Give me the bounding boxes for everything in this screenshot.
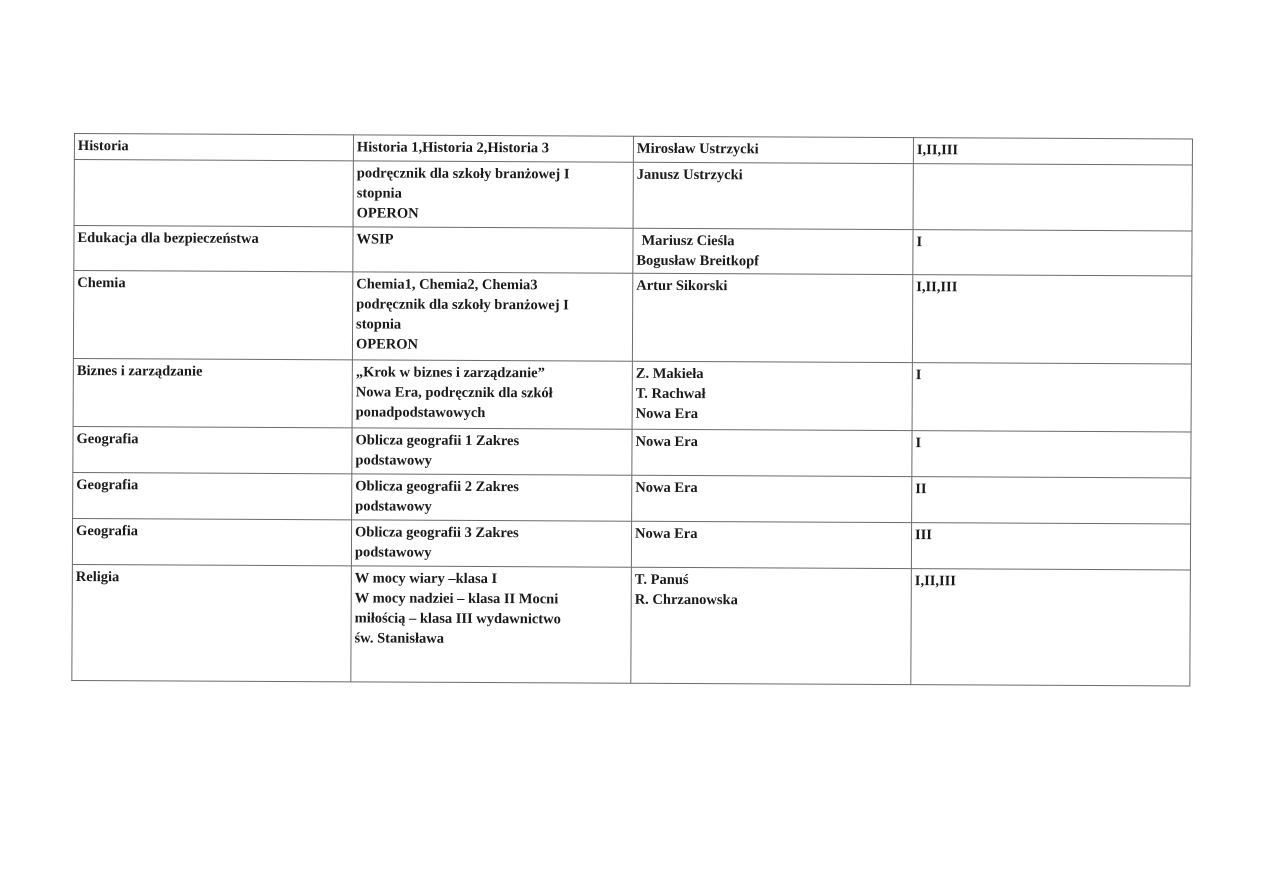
author-text: R. Chrzanowska <box>634 591 738 609</box>
subject-cell <box>72 564 352 681</box>
subject-cell <box>73 271 352 360</box>
textbook-text: podstawowy <box>355 452 432 469</box>
authors-cell <box>632 361 912 430</box>
table-row <box>73 358 1191 431</box>
classes-cell <box>912 431 1191 478</box>
subject-cell <box>74 160 353 227</box>
textbook-text: podręcznik dla szkoły branżowej I <box>356 296 569 314</box>
classes-cell <box>913 230 1192 276</box>
author-text: Nowa Era <box>635 405 699 423</box>
author-text: Nowa Era <box>635 433 698 451</box>
subject-cell <box>73 426 352 473</box>
classes-cell <box>912 477 1191 524</box>
author-text: Artur Sikorski <box>636 277 728 295</box>
author-text: Nowa Era <box>635 525 698 543</box>
table-row <box>73 426 1191 477</box>
textbook-text: Nowa Era, podręcznik dla szkół <box>355 384 553 402</box>
authors-cell <box>631 521 911 568</box>
table-row <box>73 271 1191 364</box>
subject-cell <box>74 226 353 272</box>
authors-cell <box>633 162 913 229</box>
textbook-text: W mocy wiary –klasa I <box>354 570 498 588</box>
authors-cell <box>631 567 912 684</box>
textbook-cell <box>351 566 632 683</box>
textbook-text: OPERON <box>355 336 419 353</box>
subject-text: Chemia <box>77 275 126 292</box>
textbook-cell <box>352 428 632 475</box>
subject-cell <box>74 134 353 161</box>
textbook-cell <box>351 520 631 567</box>
subject-text: Religia <box>75 569 120 586</box>
classes-cell <box>911 569 1191 686</box>
textbook-text: stopnia <box>356 185 402 202</box>
textbook-cell <box>353 135 633 162</box>
textbook-text: podręcznik dla szkoły branżowej I <box>356 165 570 183</box>
subject-text: Historia <box>77 138 129 155</box>
subject-text: Biznes i zarządzanie <box>76 363 203 380</box>
author-text: Mariusz Cieśla <box>641 232 735 250</box>
table-row <box>74 226 1192 276</box>
subject-cell <box>73 472 352 519</box>
author-text: Janusz Ustrzycki <box>636 166 743 184</box>
textbook-text: „Krok w biznes i zarządzanie” <box>355 364 545 382</box>
author-text: Nowa Era <box>635 479 698 497</box>
textbook-text: św. Stanisława <box>354 630 445 647</box>
authors-cell <box>633 136 913 163</box>
textbook-text: Oblicza geografii 1 Zakres <box>355 432 520 450</box>
authors-cell <box>633 228 913 274</box>
table-row <box>72 564 1191 685</box>
textbook-text: Historia 1,Historia 2,Historia 3 <box>356 139 550 157</box>
authors-cell <box>632 273 912 362</box>
textbook-cell <box>352 360 632 429</box>
classes-cell <box>913 164 1192 231</box>
subject-text: Geografia <box>76 523 139 540</box>
classes-text: I,II,III <box>916 142 959 159</box>
table-row <box>73 472 1191 523</box>
textbook-text: Oblicza geografii 3 Zakres <box>355 524 519 542</box>
classes-cell <box>911 523 1190 570</box>
textbook-text: Chemia1, Chemia2, Chemia3 <box>356 276 538 294</box>
author-text: Mirosław Ustrzycki <box>636 140 759 158</box>
textbook-cell <box>352 474 632 521</box>
subject-text: Geografia <box>76 431 139 448</box>
textbook-text: stopnia <box>356 316 402 333</box>
subject-cell <box>73 358 352 427</box>
classes-text: III <box>915 527 933 544</box>
table-row <box>74 160 1192 231</box>
textbook-text: podstawowy <box>355 498 432 515</box>
textbook-cell <box>353 227 633 273</box>
classes-cell <box>912 275 1191 364</box>
subject-text: Edukacja dla bezpieczeństwa <box>77 230 259 247</box>
textbook-text: OPERON <box>356 205 419 222</box>
textbook-table <box>71 133 1193 686</box>
author-text: T. Panuś <box>634 571 689 589</box>
authors-cell <box>632 429 912 476</box>
textbook-cell <box>352 272 632 361</box>
textbook-text: miłością – klasa III wydawnictwo <box>354 610 561 628</box>
classes-text: I,II,III <box>914 573 956 590</box>
classes-text: I,II,III <box>916 279 958 296</box>
classes-cell <box>912 363 1191 432</box>
subject-text: Geografia <box>76 477 139 494</box>
classes-text: I <box>916 234 923 251</box>
author-text: T. Rachwał <box>635 385 706 403</box>
subject-cell <box>72 518 351 565</box>
classes-text: I <box>915 435 922 452</box>
textbook-cell <box>353 161 633 228</box>
classes-cell <box>913 138 1192 165</box>
textbook-text: W mocy nadziei – klasa II Mocni <box>354 590 559 608</box>
author-text: Bogusław Breitkopf <box>636 252 760 270</box>
textbook-text: podstawowy <box>354 544 432 561</box>
textbook-text: WSIP <box>356 231 394 248</box>
textbook-text: Oblicza geografii 2 Zakres <box>355 478 519 496</box>
classes-text: I <box>915 367 922 384</box>
author-text: Z. Makieła <box>635 365 704 383</box>
classes-text: II <box>915 481 927 498</box>
authors-cell <box>632 475 912 522</box>
table-row <box>72 518 1190 569</box>
textbook-text: ponadpodstawowych <box>355 404 486 422</box>
